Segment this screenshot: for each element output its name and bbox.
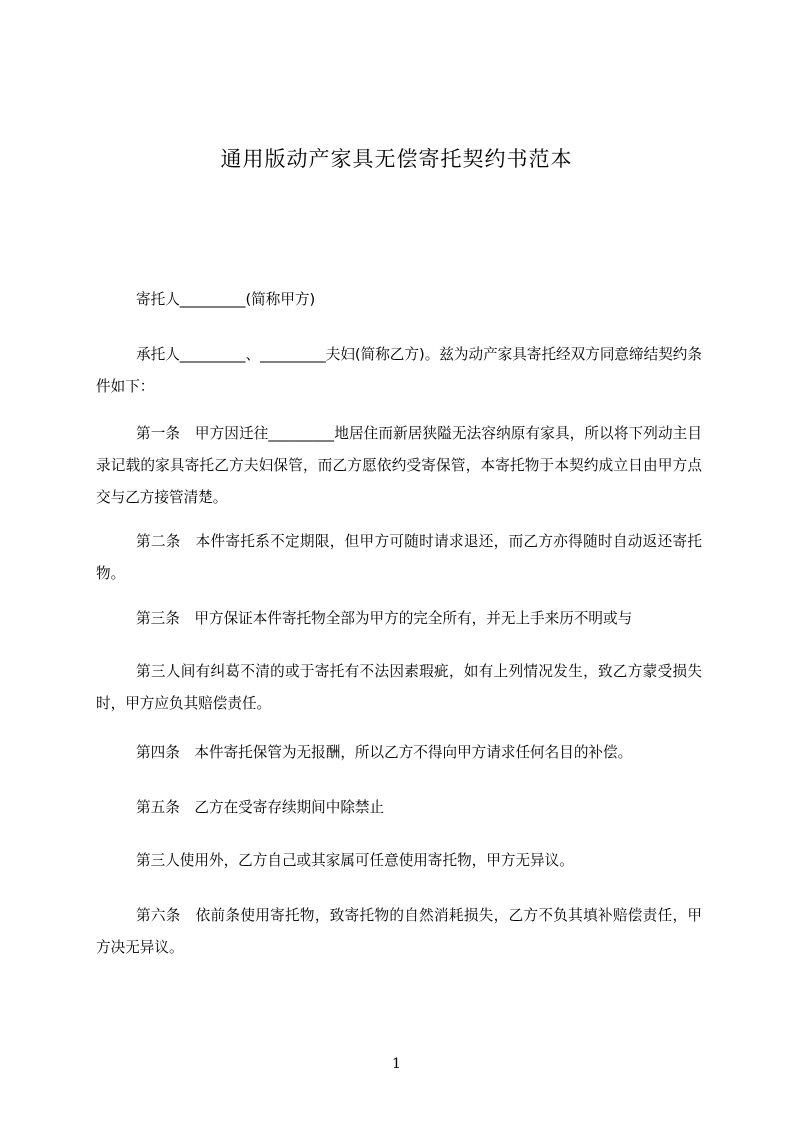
paragraph-consignee: 承托人_________、_________夫妇(简称乙方)。兹为动产家具寄托经双方同意缔结契约条件如下：: [96, 346, 702, 395]
page-number: 1: [392, 1056, 401, 1072]
document-title: 通用版动产家具无偿寄托契约书范本: [220, 147, 573, 171]
paragraph-article-2: 第二条 本件寄托系不定期限，但甲方可随时请求退还，而乙方亦得随时自动返还寄托物。: [96, 533, 702, 582]
paragraph-article-6: 第六条 依前条使用寄托物，致寄托物的自然消耗损失，乙方不负其填补赔偿责任，甲方决无异议。: [96, 907, 702, 956]
paragraph-article-5: 第五条 乙方在受寄存续期间中除禁止: [136, 799, 385, 816]
paragraph-article-1: 第一条 甲方因迁往_________地居住而新居狭隘无法容纳原有家具，所以将下列动主目录记载的家具寄托乙方夫妇保管，而乙方愿依约受寄保管，本寄托物于本契约成立日由甲方点交与乙方接管清楚。: [96, 425, 702, 506]
paragraph-article-5-continued: 第三人使用外，乙方自己或其家属可任意使用寄托物，甲方无异议。: [136, 852, 574, 869]
paragraph-article-4: 第四条 本件寄托保管为无报酬，所以乙方不得向甲方请求任何名目的补偿。: [136, 744, 633, 761]
paragraph-consignor: 寄托人_________(简称甲方): [136, 291, 316, 308]
paragraph-article-3: 第三条 甲方保证本件寄托物全部为甲方的完全所有，并无上手来历不明或与: [136, 610, 633, 627]
paragraph-article-3-continued: 第三人间有纠葛不清的或于寄托有不法因素瑕疵，如有上列情况发生，致乙方蒙受损失时，甲方应负其赔偿责任。: [96, 663, 702, 712]
